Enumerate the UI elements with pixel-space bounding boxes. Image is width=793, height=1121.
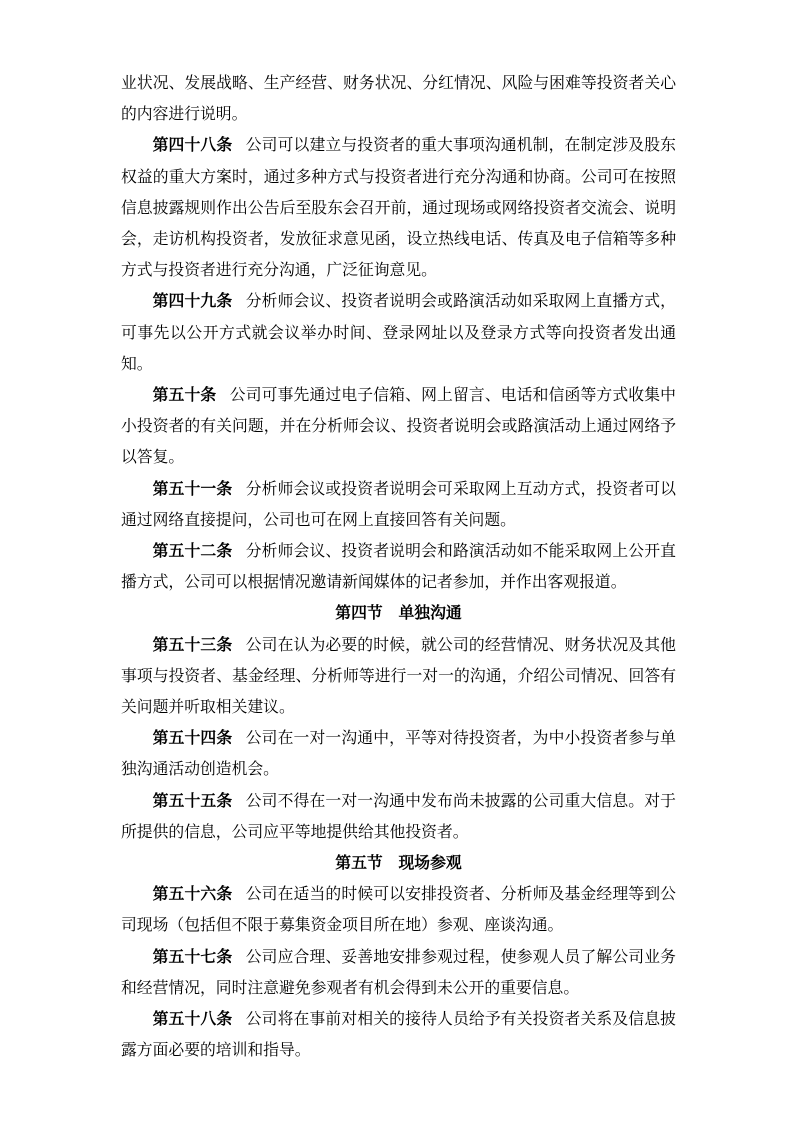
article-paragraph: [121, 723, 676, 785]
article-text: 分析师会议、投资者说明会和路演活动如不能采取网上公开直播方式，公司可以根据情况邀请新闻媒体的记者参加，并作出客观报道。: [121, 543, 676, 592]
section-heading: 第五节 现场参观: [335, 855, 462, 873]
article-paragraph: [121, 286, 676, 380]
article-text: 公司在一对一沟通中，平等对待投资者，为中小投资者参与单独沟通活动创造机会。: [121, 730, 676, 779]
article-text: 公司可以建立与投资者的重大事项沟通机制，在制定涉及股东权益的重大方案时，通过多种方式与投资者进行充分沟通和协商。公司可在按照信息披露规则作出公告后至股东会召开前，通过现场或网络投资者交流会、说明会，走访机构投资者，发放征求意见函，设立热线电话、传真及电子信箱等多种方式与投资者进行充分沟通，广泛征询意见。: [121, 137, 676, 280]
article-number: 第五十一条: [152, 480, 233, 498]
article-number: 第五十三条: [152, 636, 233, 654]
article-number: 第五十条: [152, 387, 217, 405]
article-text: 公司不得在一对一沟通中发布尚未披露的公司重大信息。对于所提供的信息，公司应平等地提供给其他投资者。: [121, 792, 676, 841]
continuation-paragraph: [121, 68, 676, 130]
document-content: [121, 68, 676, 1067]
article-text: 公司可事先通过电子信箱、网上留言、电话和信函等方式收集中小投资者的有关问题，并在分析师会议、投资者说明会或路演活动上通过网络予以答复。: [121, 387, 676, 467]
article-text: 分析师会议、投资者说明会或路演活动如采取网上直播方式，可事先以公开方式就会议举办时间、登录网址以及登录方式等向投资者发出通知。: [121, 293, 676, 373]
article-number: 第五十八条: [152, 1011, 233, 1029]
article-paragraph: [121, 630, 676, 724]
section-heading: 第四节 单独沟通: [335, 605, 462, 623]
article-number: 第四十九条: [152, 293, 233, 311]
article-paragraph: [121, 879, 676, 941]
article-text: 公司应合理、妥善地安排参观过程，使参观人员了解公司业务和经营情况，同时注意避免参观者有机会得到未公开的重要信息。: [121, 948, 676, 997]
article-paragraph: [121, 474, 676, 536]
article-paragraph: [121, 1004, 676, 1066]
article-number: 第五十六条: [152, 886, 233, 904]
article-text: 分析师会议或投资者说明会可采取网上互动方式，投资者可以通过网络直接提问，公司也可在网上直接回答有关问题。: [121, 480, 676, 529]
article-paragraph: [121, 786, 676, 848]
article-text: 公司在认为必要的时候，就公司的经营情况、财务状况及其他事项与投资者、基金经理、分析师等进行一对一的沟通，介绍公司情况、回答有关问题并听取相关建议。: [121, 636, 676, 717]
article-paragraph: [121, 942, 676, 1004]
article-number: 第五十四条: [152, 730, 233, 748]
article-number: 第五十七条: [152, 948, 233, 966]
article-text: 公司在适当的时候可以安排投资者、分析师及基金经理等到公司现场（包括但不限于募集资金项目所在地）参观、座谈沟通。: [121, 886, 676, 935]
article-paragraph: [121, 380, 676, 474]
article-text: 公司将在事前对相关的接待人员给予有关投资者关系及信息披露方面必要的培训和指导。: [121, 1011, 676, 1060]
article-text: 业状况、发展战略、生产经营、财务状况、分红情况、风险与困难等投资者关心的内容进行说明。: [121, 75, 676, 124]
article-paragraph: [121, 130, 676, 286]
article-paragraph: [121, 536, 676, 598]
article-number: 第五十五条: [152, 792, 233, 810]
article-number: 第四十八条: [152, 137, 233, 155]
article-number: 第五十二条: [152, 543, 233, 561]
